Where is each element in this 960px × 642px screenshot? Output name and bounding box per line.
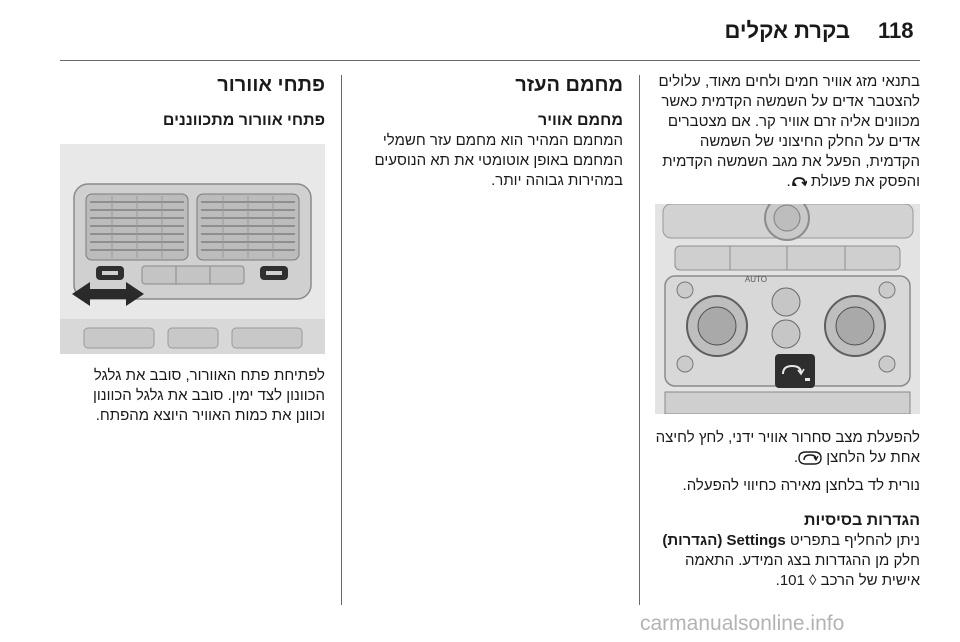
section-title: בקרת אקלים: [724, 18, 850, 43]
watermark: carmanualsonline.info: [640, 612, 845, 635]
page-reference-icon: ◊: [809, 572, 817, 589]
rear-vents-photo: [60, 144, 325, 354]
basic-settings-heading: הגדרות בסיסיות: [804, 512, 920, 529]
air-heater-paragraph: המחמם המהיר הוא מחמם עזר חשמלי המחמם באופן אוטומטי את תא הנוסעים במהירות גבוהה יותר.: [374, 132, 623, 189]
column-divider-left: [341, 75, 342, 605]
auxiliary-heater-heading: מחמם העזר: [515, 74, 623, 96]
adjustable-vents-subheading: פתחי אוורור מתכווננים: [162, 112, 325, 129]
page-number: 118: [878, 18, 914, 43]
recirculation-icon: [791, 175, 807, 189]
right-column: [655, 72, 920, 591]
led-indicator-paragraph: נורית לד בלחצן מאירה כחיווי להפעלה.: [682, 477, 920, 494]
recirculation-button-icon: [798, 451, 822, 465]
air-heater-subheading: מחמם אוויר: [537, 112, 623, 129]
adjustable-vents-paragraph: לפתיחת פתח האוורור, סובב את גלגל הכוונון לצד ימין. סובב את גלגל הכוונון וכוונן את כמות האוויר היוצא מהפתח.: [92, 367, 325, 424]
activate-end: .: [793, 449, 799, 466]
column-divider-right: [639, 75, 640, 605]
activate-text: להפעלת מצב סחרור אוויר ידני, לחץ לחיצה אחת על הלחצן: [655, 429, 920, 466]
basic-settings-text-start: ניתן להחליף בתפריט: [789, 532, 920, 549]
climate-control-photo: [655, 204, 920, 414]
page-header: [0, 0, 960, 62]
air-vents-heading: פתחי אוורור: [217, 74, 325, 96]
auto-label: AUTO: [744, 275, 767, 284]
left-column: [60, 72, 325, 426]
condensation-text: בתנאי מזג אוויר חמים ולחים מאוד, עלולים להצטבר אדים על השמשה הקדמית כאשר מכוונים אליה זרם אוויר קר. אם מצטברים אדים על החלק החיצוני של השמשה הקדמית, הפעל את מגב השמשה הקדמית והפסק את פעולת: [658, 73, 920, 190]
header-rule: [60, 60, 920, 61]
settings-menu-term: Settings (הגדרות): [662, 532, 786, 549]
condensation-paragraph: [655, 72, 920, 192]
basic-settings-paragraph: ניתן להחליף בתפריט Settings (הגדרות) חלק מן ההגדרות בצג המידע. התאמה אישית של הרכב ◊ 101.: [662, 532, 920, 589]
activate-paragraph: [655, 428, 920, 468]
page-reference-number: 101: [779, 572, 805, 589]
basic-settings-text-end: חלק מן ההגדרות בצג המידע. התאמה אישית של הרכב: [684, 552, 920, 589]
condensation-end: .: [786, 173, 791, 190]
middle-column: [355, 72, 623, 191]
